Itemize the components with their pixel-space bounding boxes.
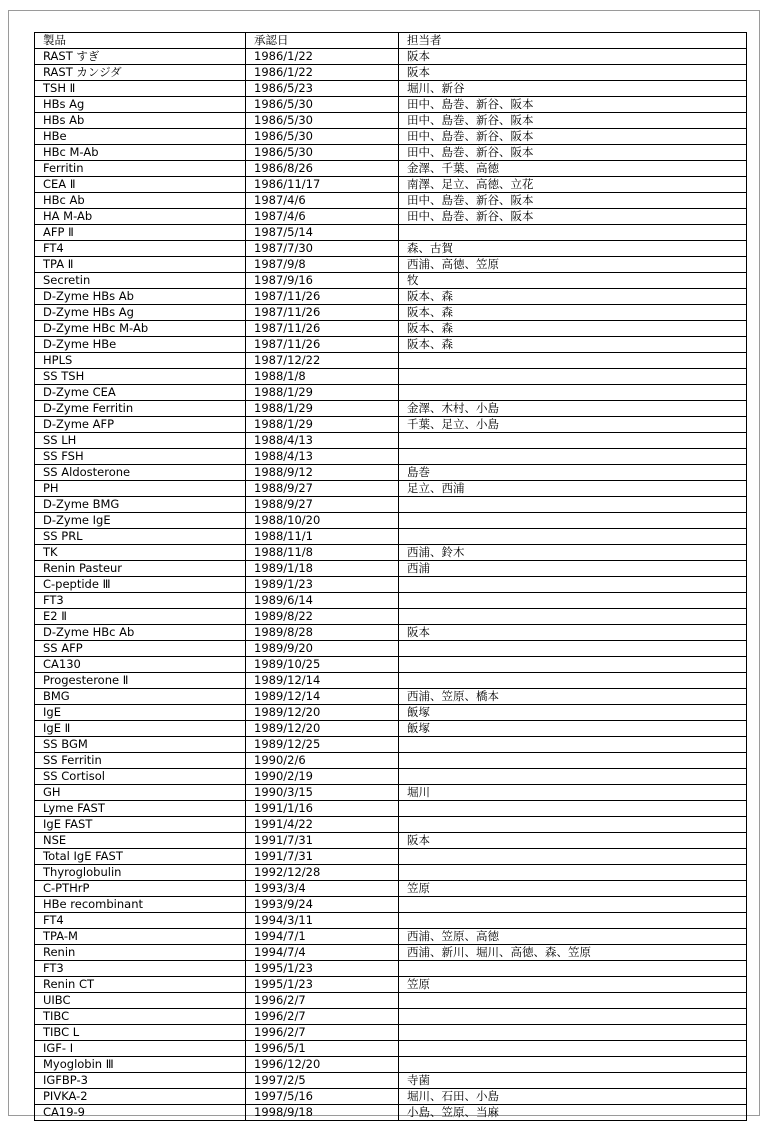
- cell-person-in-charge: 小島、笠原、当麻: [399, 1105, 747, 1121]
- table-row: [35, 225, 747, 241]
- cell-approval-date: 1989/6/14: [246, 593, 399, 609]
- table-row: [35, 1105, 747, 1121]
- cell-approval-date: 1987/4/6: [246, 209, 399, 225]
- cell-approval-date: 1987/4/6: [246, 193, 399, 209]
- cell-approval-date: 1994/7/4: [246, 945, 399, 961]
- table-row: [35, 929, 747, 945]
- cell-person-in-charge: 南澤、足立、高徳、立花: [399, 177, 747, 193]
- table-row: [35, 177, 747, 193]
- cell-approval-date: 1992/12/28: [246, 865, 399, 881]
- cell-approval-date: 1989/1/18: [246, 561, 399, 577]
- cell-product: TK: [35, 545, 246, 561]
- cell-product: CA130: [35, 657, 246, 673]
- cell-product: PIVKA-2: [35, 1089, 246, 1105]
- cell-person-in-charge: [399, 673, 747, 689]
- table-row: [35, 593, 747, 609]
- table-body: [35, 49, 747, 1121]
- cell-person-in-charge: [399, 753, 747, 769]
- cell-approval-date: 1989/1/23: [246, 577, 399, 593]
- cell-product: TPA Ⅱ: [35, 257, 246, 273]
- cell-person-in-charge: 飯塚: [399, 721, 747, 737]
- cell-product: IGFBP-3: [35, 1073, 246, 1089]
- table-row: [35, 849, 747, 865]
- cell-product: TIBC: [35, 1009, 246, 1025]
- cell-product: D-Zyme AFP: [35, 417, 246, 433]
- table-row: [35, 641, 747, 657]
- cell-person-in-charge: [399, 801, 747, 817]
- cell-product: SS Cortisol: [35, 769, 246, 785]
- table-row: [35, 897, 747, 913]
- cell-product: E2 Ⅱ: [35, 609, 246, 625]
- cell-approval-date: 1996/5/1: [246, 1041, 399, 1057]
- cell-product: SS Aldosterone: [35, 465, 246, 481]
- cell-product: IgE FAST: [35, 817, 246, 833]
- cell-person-in-charge: [399, 737, 747, 753]
- cell-person-in-charge: 西浦、鈴木: [399, 545, 747, 561]
- cell-product: D-Zyme HBc Ab: [35, 625, 246, 641]
- cell-product: UIBC: [35, 993, 246, 1009]
- table-row: [35, 305, 747, 321]
- table-row: [35, 913, 747, 929]
- cell-person-in-charge: 田中、島巻、新谷、阪本: [399, 97, 747, 113]
- table-row: [35, 209, 747, 225]
- cell-person-in-charge: 阪本: [399, 49, 747, 65]
- cell-approval-date: 1987/9/16: [246, 273, 399, 289]
- cell-approval-date: 1995/1/23: [246, 961, 399, 977]
- cell-product: D-Zyme HBs Ag: [35, 305, 246, 321]
- cell-person-in-charge: [399, 385, 747, 401]
- table-row: [35, 337, 747, 353]
- cell-approval-date: 1986/5/30: [246, 129, 399, 145]
- table-row: [35, 289, 747, 305]
- cell-product: IgE Ⅱ: [35, 721, 246, 737]
- cell-approval-date: 1987/11/26: [246, 337, 399, 353]
- cell-person-in-charge: [399, 993, 747, 1009]
- table-row: [35, 369, 747, 385]
- cell-product: D-Zyme Ferritin: [35, 401, 246, 417]
- table-row: [35, 609, 747, 625]
- cell-product: FT3: [35, 593, 246, 609]
- cell-person-in-charge: [399, 1009, 747, 1025]
- cell-approval-date: 1988/4/13: [246, 433, 399, 449]
- cell-person-in-charge: [399, 529, 747, 545]
- cell-approval-date: 1986/5/30: [246, 97, 399, 113]
- cell-product: HBe recombinant: [35, 897, 246, 913]
- cell-person-in-charge: 西浦、笠原、高徳: [399, 929, 747, 945]
- cell-approval-date: 1991/7/31: [246, 849, 399, 865]
- cell-product: SS FSH: [35, 449, 246, 465]
- cell-person-in-charge: 阪本、森: [399, 337, 747, 353]
- cell-person-in-charge: 金澤、千葉、高徳: [399, 161, 747, 177]
- table-row: [35, 449, 747, 465]
- table-row: [35, 993, 747, 1009]
- cell-approval-date: 1986/5/30: [246, 113, 399, 129]
- cell-approval-date: 1987/11/26: [246, 289, 399, 305]
- cell-product: HA M-Ab: [35, 209, 246, 225]
- cell-person-in-charge: [399, 1057, 747, 1073]
- table-row: [35, 945, 747, 961]
- cell-product: D-Zyme HBs Ab: [35, 289, 246, 305]
- cell-approval-date: 1996/2/7: [246, 993, 399, 1009]
- table-row: [35, 785, 747, 801]
- cell-person-in-charge: [399, 369, 747, 385]
- table-row: [35, 417, 747, 433]
- table-row: [35, 529, 747, 545]
- cell-product: Progesterone Ⅱ: [35, 673, 246, 689]
- cell-person-in-charge: [399, 849, 747, 865]
- cell-product: FT3: [35, 961, 246, 977]
- table-row: [35, 97, 747, 113]
- cell-product: Myoglobin Ⅲ: [35, 1057, 246, 1073]
- cell-product: Renin Pasteur: [35, 561, 246, 577]
- cell-person-in-charge: 千葉、足立、小島: [399, 417, 747, 433]
- cell-product: SS BGM: [35, 737, 246, 753]
- cell-approval-date: 1995/1/23: [246, 977, 399, 993]
- cell-approval-date: 1997/2/5: [246, 1073, 399, 1089]
- cell-person-in-charge: 森、古賀: [399, 241, 747, 257]
- cell-person-in-charge: [399, 593, 747, 609]
- table-row: [35, 481, 747, 497]
- cell-product: SS TSH: [35, 369, 246, 385]
- table-row: [35, 1025, 747, 1041]
- cell-product: SS LH: [35, 433, 246, 449]
- table-row: [35, 113, 747, 129]
- table-row: [35, 721, 747, 737]
- cell-product: SS Ferritin: [35, 753, 246, 769]
- cell-product: NSE: [35, 833, 246, 849]
- cell-person-in-charge: [399, 657, 747, 673]
- cell-approval-date: 1989/8/22: [246, 609, 399, 625]
- table-row: [35, 257, 747, 273]
- cell-product: D-Zyme CEA: [35, 385, 246, 401]
- cell-product: FT4: [35, 913, 246, 929]
- cell-person-in-charge: [399, 225, 747, 241]
- cell-person-in-charge: 田中、島巻、新谷、阪本: [399, 145, 747, 161]
- cell-product: AFP Ⅱ: [35, 225, 246, 241]
- cell-product: Lyme FAST: [35, 801, 246, 817]
- table-row: [35, 1089, 747, 1105]
- cell-person-in-charge: 笠原: [399, 881, 747, 897]
- cell-product: D-Zyme IgE: [35, 513, 246, 529]
- cell-approval-date: 1996/12/20: [246, 1057, 399, 1073]
- table-row: [35, 657, 747, 673]
- cell-product: Ferritin: [35, 161, 246, 177]
- cell-person-in-charge: [399, 641, 747, 657]
- table-row: [35, 81, 747, 97]
- cell-person-in-charge: 金澤、木村、小島: [399, 401, 747, 417]
- table-row: [35, 705, 747, 721]
- table-row: [35, 321, 747, 337]
- cell-approval-date: 1986/5/23: [246, 81, 399, 97]
- cell-product: TPA-M: [35, 929, 246, 945]
- cell-approval-date: 1986/11/17: [246, 177, 399, 193]
- cell-product: GH: [35, 785, 246, 801]
- cell-person-in-charge: 西浦: [399, 561, 747, 577]
- cell-approval-date: 1988/9/12: [246, 465, 399, 481]
- cell-approval-date: 1997/5/16: [246, 1089, 399, 1105]
- cell-approval-date: 1989/12/14: [246, 673, 399, 689]
- cell-approval-date: 1988/11/8: [246, 545, 399, 561]
- cell-approval-date: 1988/9/27: [246, 481, 399, 497]
- cell-approval-date: 1987/5/14: [246, 225, 399, 241]
- cell-product: PH: [35, 481, 246, 497]
- cell-approval-date: 1991/1/16: [246, 801, 399, 817]
- cell-product: BMG: [35, 689, 246, 705]
- cell-product: Renin CT: [35, 977, 246, 993]
- cell-person-in-charge: 阪本、森: [399, 289, 747, 305]
- cell-approval-date: 1987/7/30: [246, 241, 399, 257]
- cell-person-in-charge: 堀川、石田、小島: [399, 1089, 747, 1105]
- table-row: [35, 801, 747, 817]
- cell-approval-date: 1990/2/6: [246, 753, 399, 769]
- cell-product: D-Zyme BMG: [35, 497, 246, 513]
- table-row: [35, 401, 747, 417]
- cell-approval-date: 1988/1/29: [246, 401, 399, 417]
- table-row: [35, 769, 747, 785]
- cell-approval-date: 1996/2/7: [246, 1009, 399, 1025]
- cell-person-in-charge: 阪本: [399, 833, 747, 849]
- cell-approval-date: 1986/8/26: [246, 161, 399, 177]
- cell-approval-date: 1988/1/8: [246, 369, 399, 385]
- table-row: [35, 561, 747, 577]
- cell-approval-date: 1988/11/1: [246, 529, 399, 545]
- cell-person-in-charge: 阪本: [399, 625, 747, 641]
- cell-product: RAST カンジダ: [35, 65, 246, 81]
- cell-approval-date: 1988/9/27: [246, 497, 399, 513]
- table-row: [35, 1057, 747, 1073]
- cell-approval-date: 1988/10/20: [246, 513, 399, 529]
- table-row: [35, 513, 747, 529]
- cell-person-in-charge: 飯塚: [399, 705, 747, 721]
- cell-person-in-charge: 西浦、高徳、笠原: [399, 257, 747, 273]
- table-row: [35, 193, 747, 209]
- cell-product: HBs Ag: [35, 97, 246, 113]
- cell-person-in-charge: [399, 433, 747, 449]
- cell-product: HBe: [35, 129, 246, 145]
- table-row: [35, 497, 747, 513]
- table-row: [35, 753, 747, 769]
- cell-person-in-charge: 田中、島巻、新谷、阪本: [399, 129, 747, 145]
- table-row: [35, 241, 747, 257]
- cell-approval-date: 1986/5/30: [246, 145, 399, 161]
- cell-approval-date: 1987/12/22: [246, 353, 399, 369]
- table-row: [35, 49, 747, 65]
- cell-product: C-PTHrP: [35, 881, 246, 897]
- cell-approval-date: 1990/2/19: [246, 769, 399, 785]
- cell-product: TSH Ⅱ: [35, 81, 246, 97]
- cell-person-in-charge: [399, 513, 747, 529]
- table-row: [35, 977, 747, 993]
- cell-person-in-charge: 足立、西浦: [399, 481, 747, 497]
- cell-product: SS AFP: [35, 641, 246, 657]
- cell-product: CA19-9: [35, 1105, 246, 1121]
- cell-approval-date: 1989/8/28: [246, 625, 399, 641]
- cell-product: C-peptide Ⅲ: [35, 577, 246, 593]
- cell-person-in-charge: 阪本、森: [399, 321, 747, 337]
- table-row: [35, 833, 747, 849]
- cell-product: D-Zyme HBe: [35, 337, 246, 353]
- cell-product: Total IgE FAST: [35, 849, 246, 865]
- table-row: [35, 673, 747, 689]
- cell-approval-date: 1987/9/8: [246, 257, 399, 273]
- table-row: [35, 625, 747, 641]
- table-row: [35, 689, 747, 705]
- header-approval-date: 承認日: [246, 33, 399, 49]
- cell-person-in-charge: [399, 353, 747, 369]
- cell-person-in-charge: 田中、島巻、新谷、阪本: [399, 193, 747, 209]
- product-table: [34, 32, 747, 1121]
- table-row: [35, 65, 747, 81]
- cell-person-in-charge: 阪本、森: [399, 305, 747, 321]
- table-row: [35, 273, 747, 289]
- cell-person-in-charge: 堀川、新谷: [399, 81, 747, 97]
- cell-person-in-charge: 島巻: [399, 465, 747, 481]
- table-row: [35, 881, 747, 897]
- cell-person-in-charge: [399, 817, 747, 833]
- table-row: [35, 577, 747, 593]
- cell-approval-date: 1998/9/18: [246, 1105, 399, 1121]
- header-product: 製品: [35, 33, 246, 49]
- table-row: [35, 145, 747, 161]
- cell-approval-date: 1988/1/29: [246, 417, 399, 433]
- cell-person-in-charge: 寺菌: [399, 1073, 747, 1089]
- cell-product: Renin: [35, 945, 246, 961]
- cell-person-in-charge: [399, 609, 747, 625]
- cell-approval-date: 1994/3/11: [246, 913, 399, 929]
- cell-person-in-charge: 笠原: [399, 977, 747, 993]
- table-row: [35, 817, 747, 833]
- cell-approval-date: 1988/1/29: [246, 385, 399, 401]
- header-row: [35, 33, 747, 49]
- cell-product: CEA Ⅱ: [35, 177, 246, 193]
- cell-person-in-charge: [399, 913, 747, 929]
- table-row: [35, 961, 747, 977]
- cell-person-in-charge: [399, 1041, 747, 1057]
- cell-person-in-charge: [399, 769, 747, 785]
- cell-person-in-charge: [399, 961, 747, 977]
- cell-approval-date: 1986/1/22: [246, 65, 399, 81]
- cell-approval-date: 1989/12/20: [246, 721, 399, 737]
- cell-product: FT4: [35, 241, 246, 257]
- table-row: [35, 465, 747, 481]
- cell-person-in-charge: [399, 897, 747, 913]
- table-row: [35, 353, 747, 369]
- cell-approval-date: 1991/7/31: [246, 833, 399, 849]
- cell-person-in-charge: 田中、島巻、新谷、阪本: [399, 113, 747, 129]
- cell-approval-date: 1993/9/24: [246, 897, 399, 913]
- cell-approval-date: 1996/2/7: [246, 1025, 399, 1041]
- cell-product: Secretin: [35, 273, 246, 289]
- cell-product: IgE: [35, 705, 246, 721]
- cell-approval-date: 1988/4/13: [246, 449, 399, 465]
- table-row: [35, 737, 747, 753]
- cell-approval-date: 1993/3/4: [246, 881, 399, 897]
- table-row: [35, 865, 747, 881]
- cell-product: Thyroglobulin: [35, 865, 246, 881]
- cell-product: TIBC L: [35, 1025, 246, 1041]
- cell-approval-date: 1989/9/20: [246, 641, 399, 657]
- cell-person-in-charge: [399, 1025, 747, 1041]
- cell-person-in-charge: 阪本: [399, 65, 747, 81]
- cell-approval-date: 1990/3/15: [246, 785, 399, 801]
- cell-product: HBc Ab: [35, 193, 246, 209]
- cell-approval-date: 1989/12/14: [246, 689, 399, 705]
- cell-approval-date: 1994/7/1: [246, 929, 399, 945]
- cell-approval-date: 1986/1/22: [246, 49, 399, 65]
- cell-person-in-charge: 西浦、笠原、橋本: [399, 689, 747, 705]
- cell-person-in-charge: 堀川: [399, 785, 747, 801]
- table-row: [35, 433, 747, 449]
- cell-person-in-charge: 田中、島巻、新谷、阪本: [399, 209, 747, 225]
- cell-approval-date: 1987/11/26: [246, 305, 399, 321]
- cell-product: D-Zyme HBc M-Ab: [35, 321, 246, 337]
- cell-product: RAST すぎ: [35, 49, 246, 65]
- cell-approval-date: 1989/10/25: [246, 657, 399, 673]
- cell-person-in-charge: [399, 865, 747, 881]
- table-row: [35, 1041, 747, 1057]
- cell-product: IGF- Ⅰ: [35, 1041, 246, 1057]
- cell-person-in-charge: 牧: [399, 273, 747, 289]
- cell-person-in-charge: [399, 449, 747, 465]
- table-row: [35, 1009, 747, 1025]
- table-row: [35, 545, 747, 561]
- cell-person-in-charge: [399, 577, 747, 593]
- cell-product: HBs Ab: [35, 113, 246, 129]
- header-person-in-charge: 担当者: [399, 33, 747, 49]
- table-row: [35, 161, 747, 177]
- cell-approval-date: 1989/12/20: [246, 705, 399, 721]
- table-row: [35, 385, 747, 401]
- table-row: [35, 129, 747, 145]
- cell-product: HPLS: [35, 353, 246, 369]
- cell-person-in-charge: [399, 497, 747, 513]
- table-row: [35, 1073, 747, 1089]
- cell-approval-date: 1991/4/22: [246, 817, 399, 833]
- cell-product: SS PRL: [35, 529, 246, 545]
- cell-approval-date: 1987/11/26: [246, 321, 399, 337]
- cell-approval-date: 1989/12/25: [246, 737, 399, 753]
- cell-product: HBc M-Ab: [35, 145, 246, 161]
- cell-person-in-charge: 西浦、新川、堀川、高徳、森、笠原: [399, 945, 747, 961]
